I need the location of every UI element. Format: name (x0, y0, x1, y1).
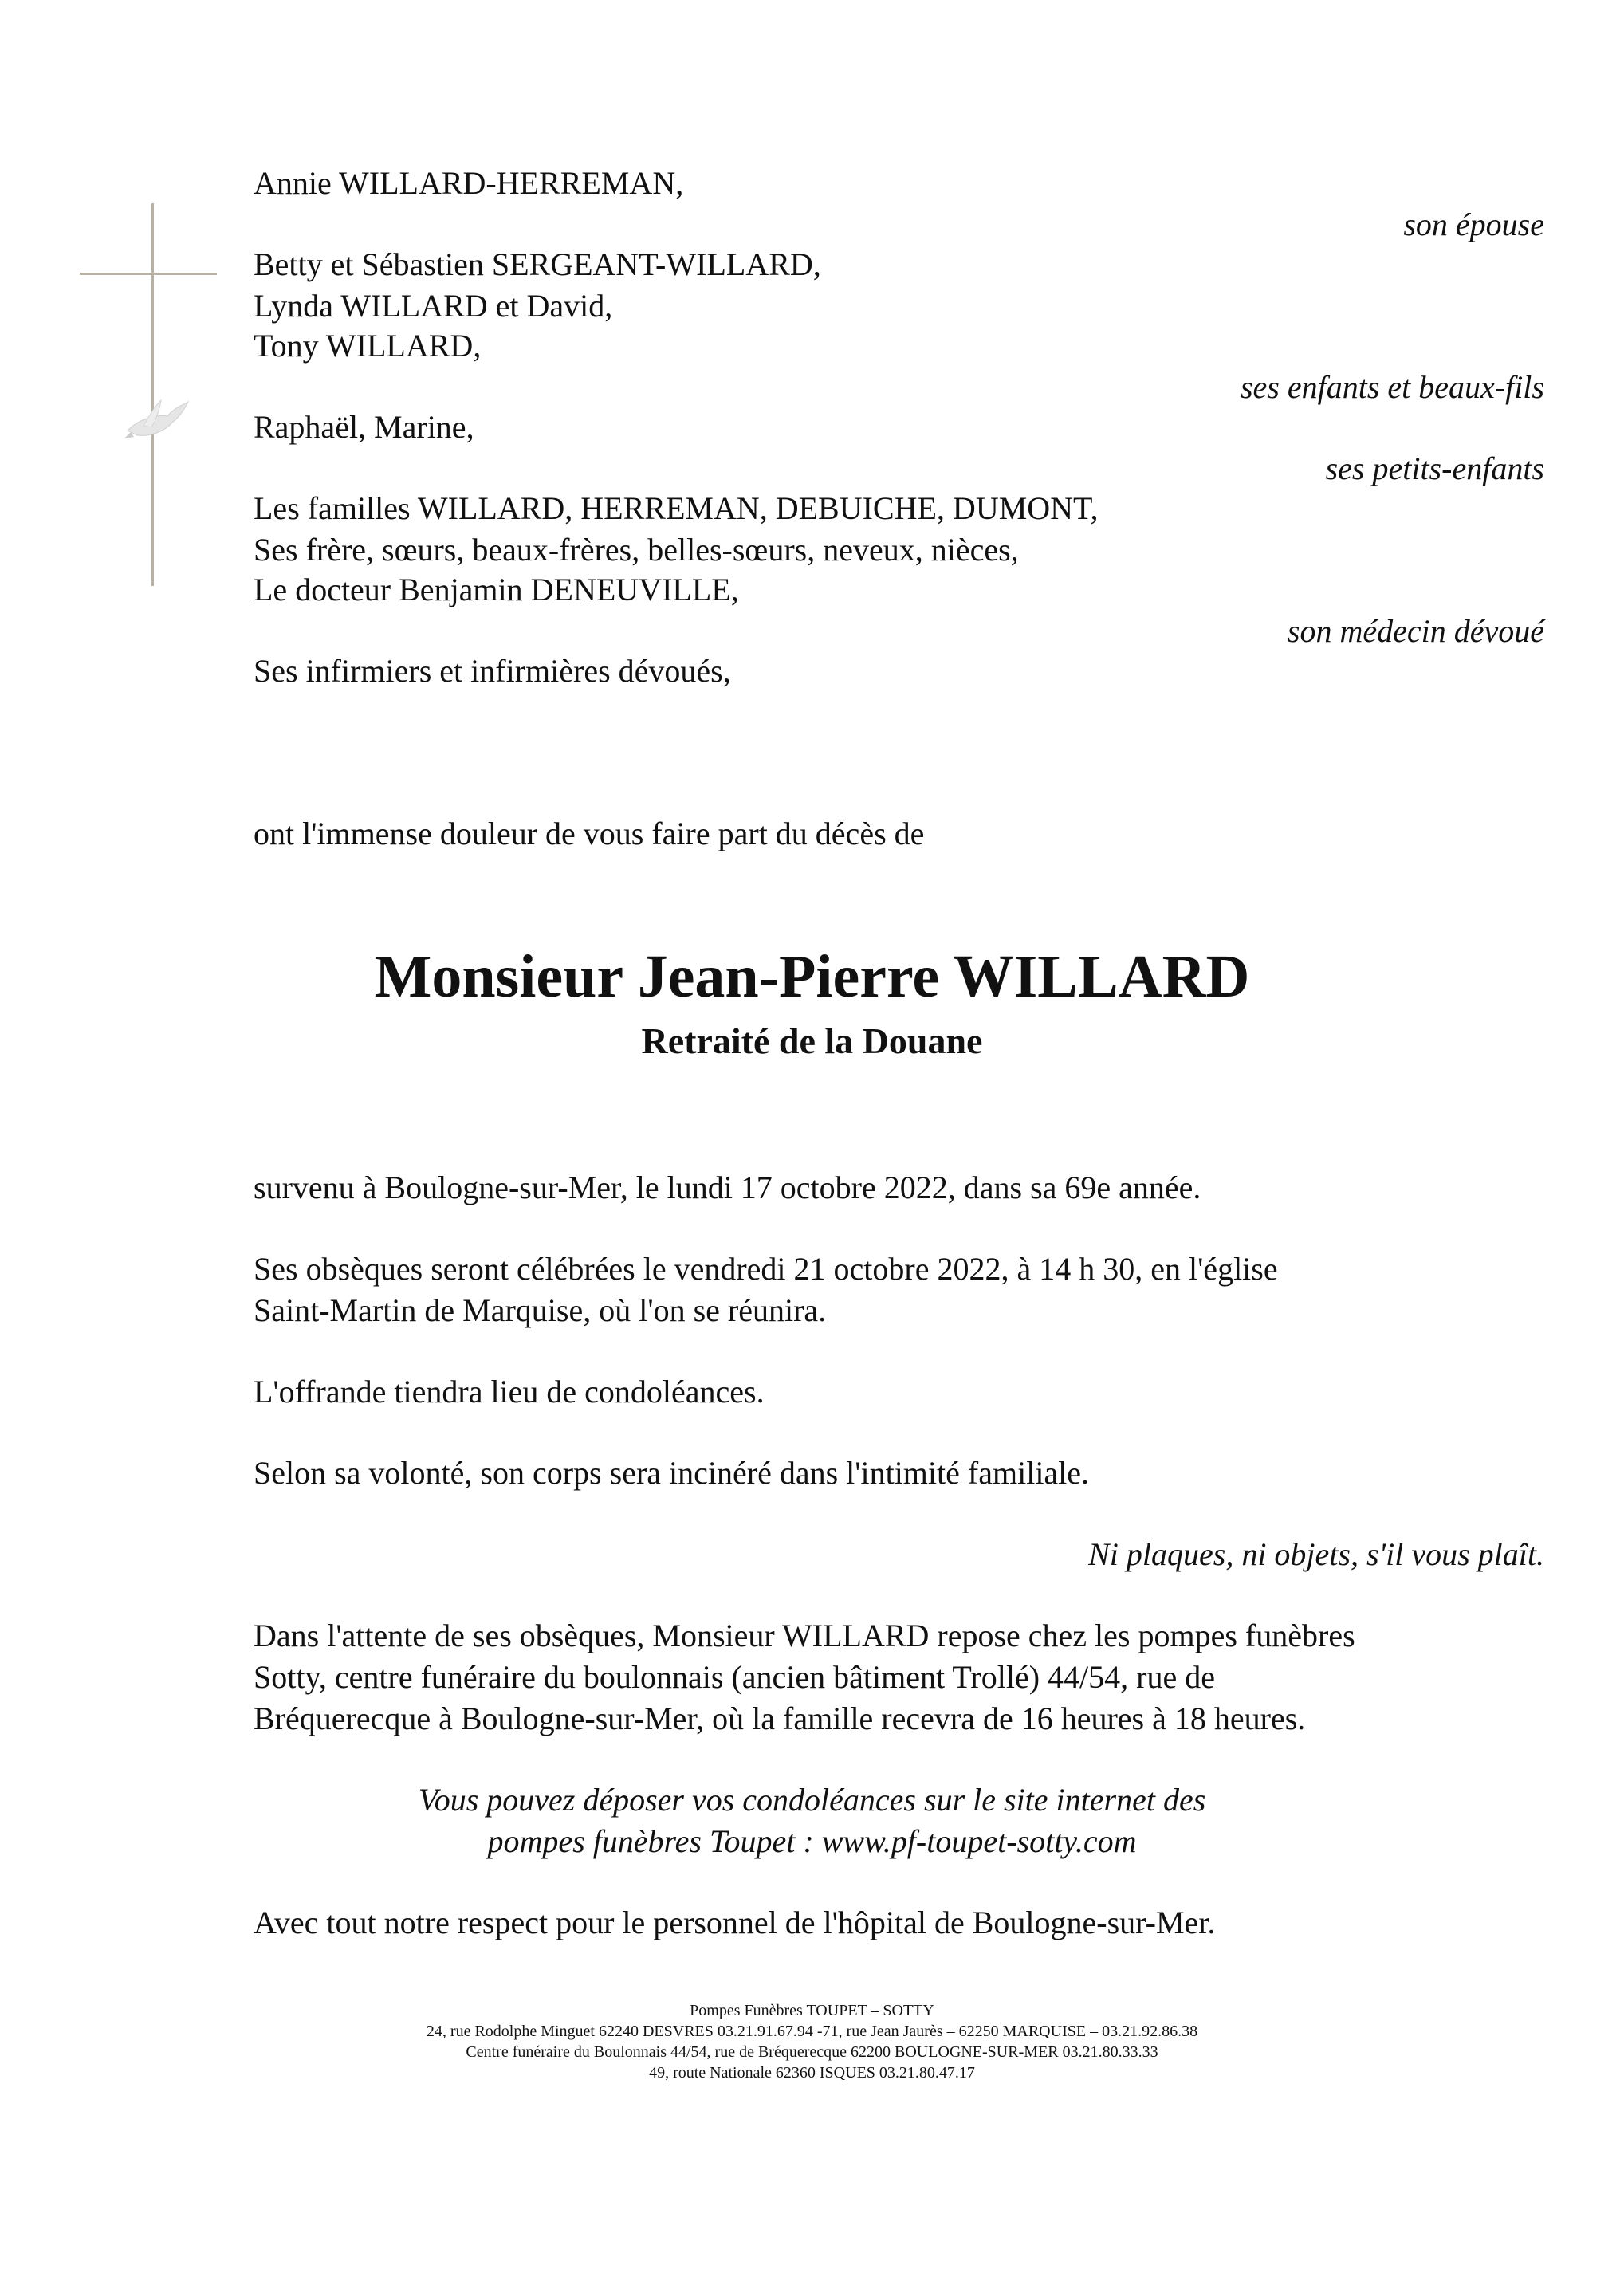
family-line: Les familles WILLARD, HERREMAN, DEBUICHE, DUMONT, (254, 490, 1099, 526)
announcement-text: ont l'immense douleur de vous faire part du décès de (254, 816, 925, 851)
wife-role: son épouse (1403, 206, 1544, 242)
grandchildren-names: Raphaël, Marine, (254, 409, 474, 445)
cross-horizontal-bar (80, 273, 217, 275)
condolences-line: pompes funèbres Toupet : www.pf-toupet-sotty.com (487, 1823, 1137, 1859)
rest-line: Sotty, centre funéraire du boulonnais (ancien bâtiment Trollé) 44/54, rue de (254, 1659, 1215, 1695)
child-line: Betty et Sébastien SERGEANT-WILLARD, (254, 246, 821, 282)
child-line: Tony WILLARD, (254, 328, 482, 364)
no-plaques-line: Ni plaques, ni objets, s'il vous plaît. (1088, 1536, 1544, 1572)
children-role: ses enfants et beaux-fils (1240, 369, 1544, 405)
family-line: Ses frère, sœurs, beaux-frères, belles-sœurs, neveux, nièces, (254, 532, 1019, 568)
cremation-line: Selon sa volonté, son corps sera incinéré dans l'intimité familiale. (254, 1455, 1090, 1491)
footer-address: 49, route Nationale 62360 ISQUES 03.21.80.47.17 (649, 2064, 975, 2082)
grandchildren-role: ses petits-enfants (1325, 450, 1544, 486)
rest-line: Dans l'attente de ses obsèques, Monsieur WILLARD repose chez les pompes funèbres (254, 1618, 1355, 1653)
offering-line: L'offrande tiendra lieu de condoléances. (254, 1374, 765, 1409)
footer-address: Centre funéraire du Boulonnais 44/54, rue de Bréquerecque 62200 BOULOGNE-SUR-MER 03.21.80.33.33 (466, 2043, 1158, 2061)
deceased-title: Retraité de la Douane (641, 1020, 983, 1061)
death-notice: survenu à Boulogne-sur-Mer, le lundi 17 octobre 2022, dans sa 69e année. (254, 1170, 1201, 1205)
dove-icon (120, 391, 191, 454)
rest-line: Bréquerecque à Boulogne-sur-Mer, où la famille recevra de 16 heures à 18 heures. (254, 1700, 1306, 1736)
family-line: Le docteur Benjamin DENEUVILLE, (254, 572, 739, 607)
footer-address: 24, rue Rodolphe Minguet 62240 DESVRES 03.21.91.67.94 -71, rue Jean Jaurès – 62250 MARQUISE – 03.21.92.86.38 (426, 2023, 1198, 2040)
deceased-name: Monsieur Jean-Pierre WILLARD (374, 943, 1250, 1010)
child-line: Lynda WILLARD et David, (254, 288, 613, 324)
footer-company: Pompes Funèbres TOUPET – SOTTY (690, 2002, 934, 2019)
funeral-line: Ses obsèques seront célébrées le vendredi 21 octobre 2022, à 14 h 30, en l'église (254, 1251, 1278, 1287)
condolences-line: Vous pouvez déposer vos condoléances sur le site internet des (418, 1782, 1206, 1818)
thanks-line: Avec tout notre respect pour le personnel de l'hôpital de Boulogne-sur-Mer. (254, 1905, 1216, 1940)
wife-name: Annie WILLARD-HERREMAN, (254, 165, 684, 201)
funeral-line: Saint-Martin de Marquise, où l'on se réunira. (254, 1292, 827, 1328)
nurses-line: Ses infirmiers et infirmières dévoués, (254, 653, 731, 689)
doctor-role: son médecin dévoué (1287, 613, 1544, 649)
